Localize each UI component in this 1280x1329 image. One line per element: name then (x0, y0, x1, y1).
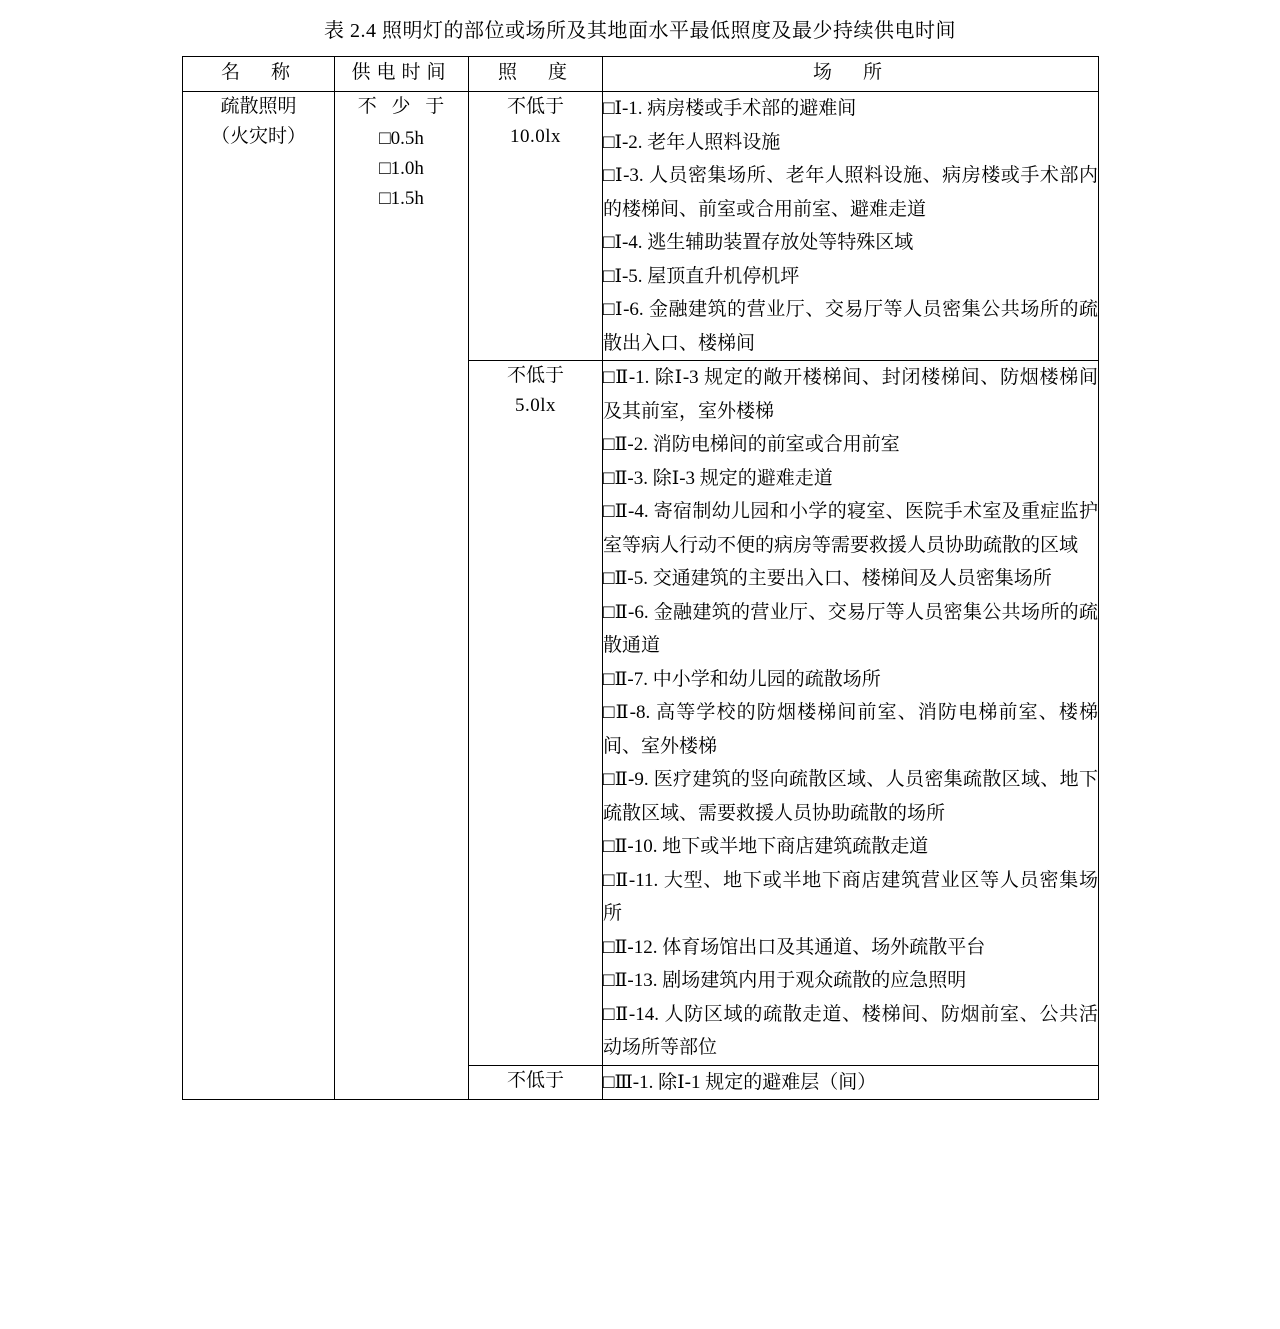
list-item[interactable]: □Ⅰ-6. 金融建筑的营业厅、交易厅等人员密集公共场所的疏散出入口、楼梯间 (603, 299, 1098, 354)
list-item[interactable]: □Ⅱ-6. 金融建筑的营业厅、交易厅等人员密集公共场所的疏散通道 (603, 601, 1098, 656)
list-item[interactable]: □Ⅱ-9. 医疗建筑的竖向疏散区域、人员密集疏散区域、地下疏散区域、需要救援人员协助疏散的场所 (603, 769, 1098, 824)
list-item[interactable]: □Ⅱ-12. 体育场馆出口及其通道、场外疏散平台 (603, 936, 986, 958)
place-list-group-2 (603, 361, 1099, 1066)
illuminance-label-line1: 不低于 (506, 1069, 564, 1091)
list-item[interactable]: □Ⅰ-4. 逃生辅助装置存放处等特殊区域 (603, 232, 914, 253)
column-header-place: 场 所 (603, 57, 1099, 92)
list-item[interactable]: □Ⅱ-13. 剧场建筑内用于观众疏散的应急照明 (603, 970, 967, 991)
illuminance-label-line1: 不低于 (506, 96, 564, 117)
power-time-option-0[interactable]: □0.5h (379, 128, 424, 149)
list-item[interactable]: □Ⅱ-5. 交通建筑的主要出入口、楼梯间及人员密集场所 (603, 568, 1052, 589)
list-item[interactable]: □Ⅱ-4. 寄宿制幼儿园和小学的寝室、医院手术室及重症监护室等病人行动不便的病房等需要救援人员协助疏散的区域 (603, 501, 1098, 556)
list-item[interactable]: □Ⅲ-1. 除Ⅰ-1 规定的避难层（间） (603, 1071, 877, 1093)
illuminance-group-3 (469, 1065, 603, 1100)
place-list-group-3 (603, 1065, 1099, 1100)
column-header-illuminance: 照 度 (469, 57, 603, 92)
list-item[interactable]: □Ⅱ-2. 消防电梯间的前室或合用前室 (603, 434, 900, 455)
list-item[interactable]: □Ⅱ-1. 除Ⅰ-3 规定的敞开楼梯间、封闭楼梯间、防烟楼梯间及其前室，室外楼梯 (603, 367, 1098, 422)
list-item[interactable]: □Ⅱ-11. 大型、地下或半地下商店建筑营业区等人员密集场所 (603, 869, 1098, 924)
list-item[interactable]: □Ⅱ-10. 地下或半地下商店建筑疏散走道 (603, 836, 929, 857)
row-power-time (335, 92, 469, 1100)
list-item[interactable]: □Ⅱ-14. 人防区域的疏散走道、楼梯间、防烟前室、公共活动场所等部位 (603, 1003, 1098, 1058)
list-item[interactable]: □Ⅱ-7. 中小学和幼儿园的疏散场所 (603, 668, 881, 690)
lighting-requirements-table (182, 56, 1099, 1100)
table-row (183, 92, 1099, 361)
column-header-power-time: 供电时间 (335, 57, 469, 92)
column-header-name: 名 称 (183, 57, 335, 92)
illuminance-label-line2: 10.0lx (509, 126, 562, 147)
power-time-label: 不 少 于 (357, 96, 450, 117)
list-item[interactable]: □Ⅰ-2. 老年人照料设施 (603, 131, 781, 153)
table-header-row (183, 57, 1099, 92)
list-item[interactable]: □Ⅰ-3. 人员密集场所、老年人照料设施、病房楼或手术部内的楼梯间、前室或合用前室、避难走道 (603, 165, 1098, 220)
place-list-group-1 (603, 92, 1099, 361)
row-name-evacuation-lighting (183, 92, 335, 1100)
illuminance-label-line2: 5.0lx (514, 395, 557, 416)
list-item[interactable]: □Ⅱ-3. 除Ⅰ-3 规定的避难走道 (603, 467, 833, 489)
list-item[interactable]: □Ⅰ-1. 病房楼或手术部的避难间 (603, 98, 857, 119)
illuminance-group-1 (469, 92, 603, 361)
power-time-option-2[interactable]: □1.5h (379, 188, 424, 209)
row-name-line2: （火灾时） (210, 126, 306, 147)
page-title: 表 2.4 照明灯的部位或场所及其地面水平最低照度及最少持续供电时间 (324, 20, 956, 42)
power-time-option-1[interactable]: □1.0h (379, 158, 424, 179)
illuminance-group-2 (469, 361, 603, 1066)
list-item[interactable]: □Ⅱ-8. 高等学校的防烟楼梯间前室、消防电梯前室、楼梯间、室外楼梯 (603, 702, 1098, 757)
list-item[interactable]: □Ⅰ-5. 屋顶直升机停机坪 (603, 265, 800, 287)
illuminance-label-line1: 不低于 (506, 365, 564, 386)
row-name-line1: 疏散照明 (220, 96, 297, 117)
